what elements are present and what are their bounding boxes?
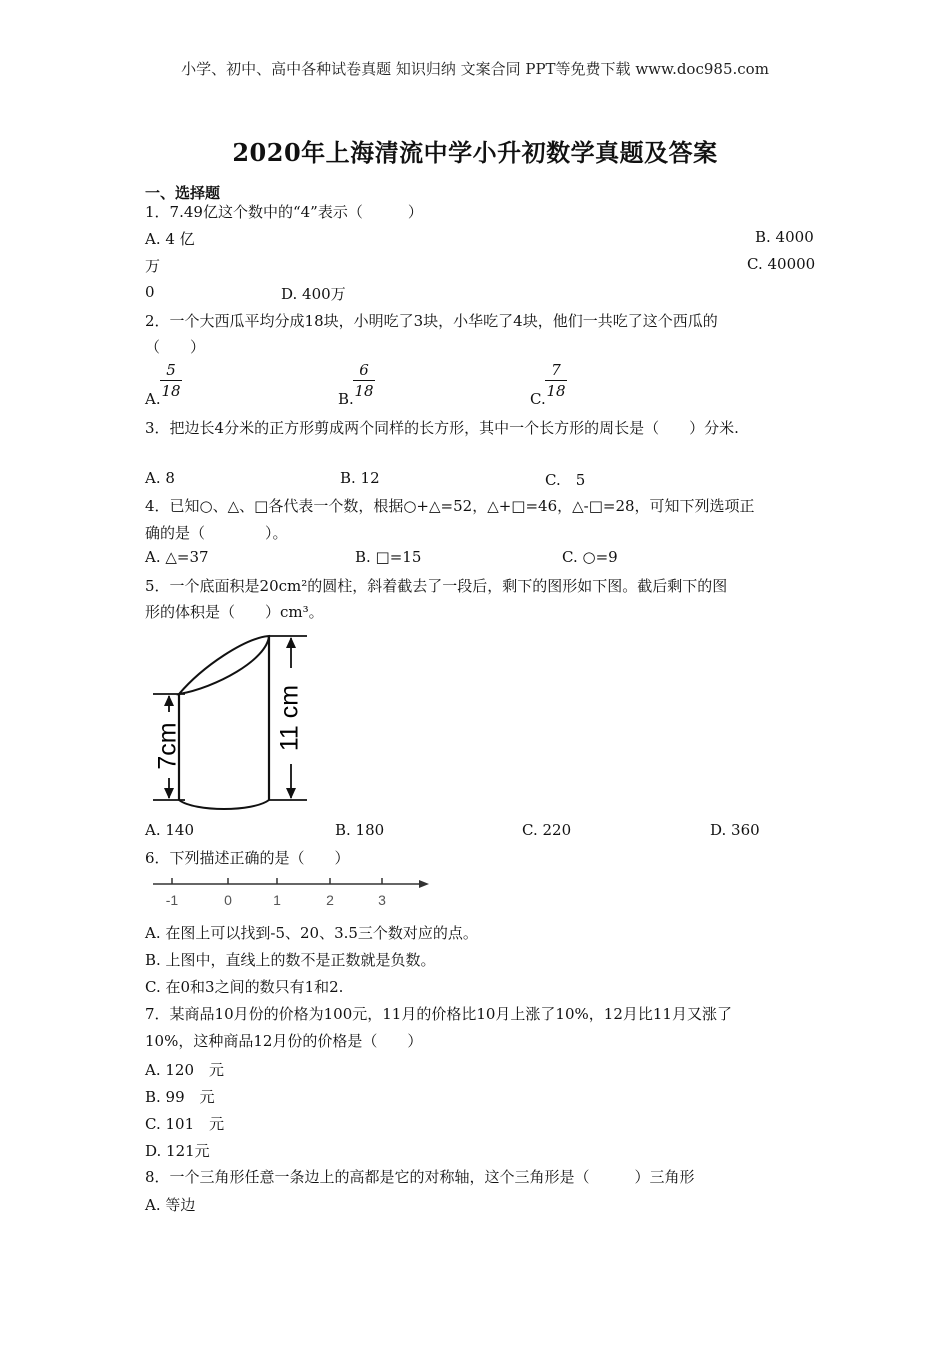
q8-option-a: A. 等边 — [145, 1196, 196, 1214]
q2-option-c-fraction — [545, 361, 567, 400]
q5-option-d: D. 360 — [710, 821, 760, 839]
tick-label: 2 — [326, 892, 334, 908]
q1-option-d: D. 400万 — [281, 285, 346, 303]
q5-option-b: B. 180 — [335, 821, 385, 839]
q5-stem-line2: 形的体积是（ ）cm³。 — [145, 603, 324, 621]
q5-option-c: C. 220 — [522, 821, 572, 839]
q2-b-numerator: 6 — [359, 361, 369, 379]
tick-label: -1 — [165, 892, 179, 908]
q1-stem: 1．7.49亿这个数中的“4”表示（ ） — [145, 203, 423, 221]
q7-option-d: D. 121元 — [145, 1142, 210, 1160]
page-header: 小学、初中、高中各种试卷真题 知识归纳 文案合同 PPT等免费下载 www.doc985.com — [181, 60, 769, 78]
q2-a-numerator: 5 — [166, 361, 176, 379]
q4-option-b: B. □=15 — [355, 548, 422, 566]
q6-stem: 6．下列描述正确的是（ ） — [145, 849, 350, 867]
q8-stem: 8．一个三角形任意一条边上的高都是它的对称轴，这个三角形是（ ）三角形 — [145, 1168, 695, 1186]
q2-option-b-label: B. — [338, 390, 354, 408]
q7-option-b: B. 99 元 — [145, 1088, 215, 1106]
q1-option-c: C. 40000 — [747, 255, 816, 273]
q5-option-a: A. 140 — [145, 821, 194, 839]
q2-option-a-label: A. — [145, 390, 161, 408]
q3-stem: 3．把边长4分米的正方形剪成两个同样的长方形，其中一个长方形的周长是（ ）分米. — [145, 419, 739, 437]
q2-option-a-fraction — [160, 361, 182, 400]
q6-option-a: A. 在图上可以找到-5、20、3.5三个数对应的点。 — [145, 924, 478, 942]
number-line — [145, 872, 435, 912]
tick-label: 1 — [273, 892, 281, 908]
q7-option-a: A. 120 元 — [145, 1061, 224, 1079]
q7-stem-line1: 7．某商品10月份的价格为100元，11月的价格比10月上涨了10%，12月比11月又涨了 — [145, 1005, 732, 1023]
q2-b-denominator: 18 — [354, 382, 374, 400]
q4-stem-line1: 4．已知○、△、□各代表一个数，根据○+△=52，△+□=46，△-□=28，可知下列选项正 — [145, 497, 755, 515]
page-title: 2020年上海清流中学小升初数学真题及答案 — [232, 138, 718, 167]
q6-option-c: C. 在0和3之间的数只有1和2. — [145, 978, 344, 996]
section-heading: 一、选择题 — [145, 184, 221, 202]
q3-option-c: C. 5 — [545, 471, 586, 489]
q2-option-c-label: C. — [530, 390, 546, 408]
figure-right-label: 11 cm — [275, 684, 304, 752]
q7-stem-line2: 10%，这种商品12月份的价格是（ ） — [145, 1032, 423, 1050]
q2-stem-line2: （ ） — [145, 338, 206, 356]
q2-c-denominator: 18 — [546, 382, 566, 400]
q3-option-b: B. 12 — [340, 469, 380, 487]
q4-stem-line2: 确的是（ ）。 — [145, 524, 288, 542]
q4-option-c: C. ○=9 — [562, 548, 618, 566]
q1-option-a-wrap: 万 — [145, 257, 161, 275]
q2-a-denominator: 18 — [161, 382, 181, 400]
q2-option-b-fraction — [353, 361, 375, 400]
q3-option-a: A. 8 — [145, 469, 175, 487]
q6-option-b: B. 上图中，直线上的数不是正数就是负数。 — [145, 951, 436, 969]
q2-stem-line1: 2．一个大西瓜平均分成18块，小明吃了3块，小华吃了4块，他们一共吃了这个西瓜的 — [145, 312, 718, 330]
q1-option-b: B. 4000 — [755, 228, 814, 246]
q1-option-c-wrap: 0 — [145, 283, 155, 301]
tick-label: 3 — [378, 892, 386, 908]
figure-left-label: 7cm — [153, 722, 182, 770]
q2-c-numerator: 7 — [551, 361, 561, 379]
q1-option-a: A. 4 亿 — [145, 230, 195, 248]
tick-label: 0 — [224, 892, 232, 908]
q7-option-c: C. 101 元 — [145, 1115, 225, 1133]
cut-cylinder-figure — [145, 628, 315, 818]
q5-stem-line1: 5．一个底面积是20cm²的圆柱，斜着截去了一段后，剩下的图形如下图。截后剩下的图 — [145, 577, 728, 595]
q4-option-a: A. △=37 — [145, 548, 209, 566]
